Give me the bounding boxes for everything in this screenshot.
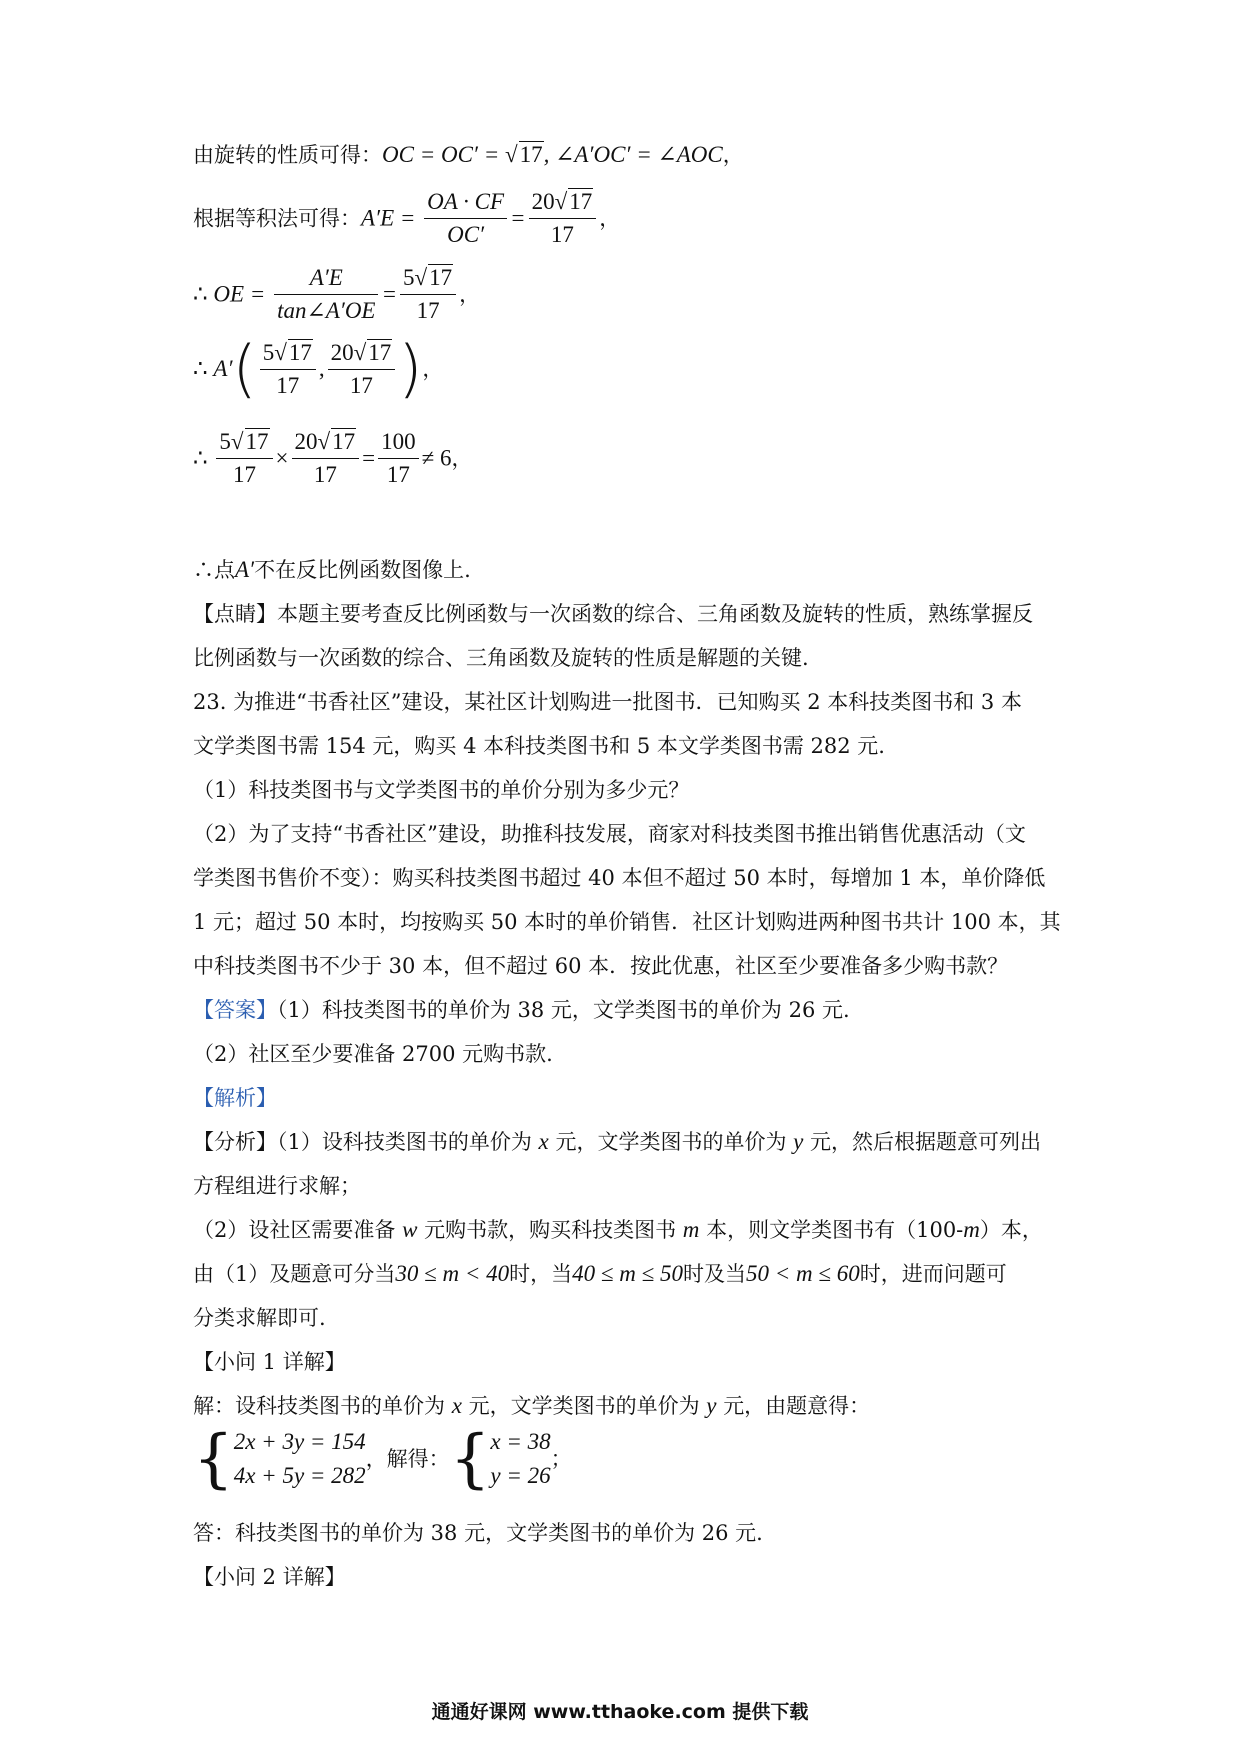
rotation-property-line: 由旋转的性质可得：OC = OC′ = √17, ∠A′OC′ = ∠AOC， (193, 140, 744, 170)
formula: A′E = (361, 205, 422, 231)
fraction: $\frac{20√17}{17}$ (328, 339, 396, 400)
equal-area-line: 根据等积法可得：A′E = $\frac{OA \cdot CF}{OC'}$ = $\frac{20√17}{17}$ ， (193, 189, 621, 247)
analysis-line-1: 【分析】（1）设科技类图书的单价为 x 元，文学类图书的单价为 y 元，然后根据题意可列出 (193, 1129, 1042, 1154)
fraction: $\frac{A'E}{\tan\angle A'OE}$ (274, 264, 378, 325)
dianjing-line-1: 【点睛】本题主要考查反比例函数与一次函数的综合、三角函数及旋转的性质，熟练掌握反 (193, 602, 1033, 626)
fraction: $\frac{20√17}{17}$ (529, 188, 597, 249)
solution-line-1: 解：设科技类图书的单价为 x 元，文学类图书的单价为 y 元，由题意得： (193, 1393, 871, 1418)
answer-tag: 【答案】 (193, 998, 277, 1022)
answer-line-1 (193, 995, 850, 1025)
analysis-line-2: 方程组进行求解； (193, 1174, 361, 1198)
conclusion-line (193, 555, 471, 585)
text: 由旋转的性质可得： (193, 143, 382, 167)
sqrt-17: √17 (504, 142, 543, 167)
formula: A′ (235, 557, 255, 582)
fraction: $\frac{20√17}{17}$ (292, 428, 360, 489)
question-23-line-3: （1）科技类图书与文学类图书的单价分别为多少元？ (193, 778, 690, 802)
question-23-line-2: 文学类图书需 154 元，购买 4 本科技类图书和 5 本文学类图书需 282 元. (193, 734, 885, 758)
equation-system: 2x + 3y = 154 4x + 5y = 282 (233, 1429, 366, 1488)
fraction: $\frac{100}{17}$ (378, 428, 419, 489)
answer-statement: 答：科技类图书的单价为 38 元，文学类图书的单价为 26 元. (193, 1521, 763, 1545)
text: （1）科技类图书的单价为 38 元，文学类图书的单价为 26 元. (277, 998, 850, 1022)
question-23-line-1: 23. 为推进“书香社区”建设，某社区计划购进一批图书．已知购买 2 本科技类图书和 3 本 (193, 690, 1022, 714)
fraction: $\frac{5√17}{17}$ (216, 428, 272, 489)
question-23-line-5: 学类图书售价不变）：购买科技类图书超过 40 本但不超过 50 本时，每增加 1 本，单价降低 (193, 866, 1046, 890)
analysis-line-4: 由（1）及题意可分当30 ≤ m < 40时，当40 ≤ m ≤ 50时及当50 < m ≤ 60时，进而问题可 (193, 1261, 1007, 1286)
oe-line: ∴ OE = $\frac{A'E}{\tan\angle A'OE}$ = $\frac{5√17}{17}$ ， (193, 265, 481, 323)
fraction: $\frac{5√17}{17}$ (400, 264, 456, 325)
formula: , ∠A′OC′ = ∠AOC (543, 142, 723, 167)
question-23-line-6: 1 元；超过 50 本时，均按购买 50 本时的单价销售．社区计划购进两种图书共计 100 本，其 (193, 910, 1061, 934)
fraction: $\frac{5√17}{17}$ (260, 339, 316, 400)
sub-question-2-heading: 【小问 2 详解】 (193, 1565, 346, 1589)
product-check-line: ∴ $\frac{5√17}{17}$ × $\frac{20√17}{17}$ = $\frac{100}{17}$ ≠ 6， (193, 429, 473, 487)
solution-system: x = 38 y = 26 (490, 1429, 551, 1488)
jiexi-tag: 【解析】 (193, 1086, 277, 1110)
fraction: $\frac{OA \cdot CF}{OC'}$ (424, 188, 507, 249)
a-prime-coordinate-line: ∴ A′( $\frac{5√17}{17}$ , $\frac{20√17}{17}$ )， (193, 332, 444, 405)
page-footer: 通通好课网 www.tthaoke.com 提供下载 (431, 1701, 809, 1723)
text: ∴点 (193, 558, 235, 582)
text: 根据等积法可得： (193, 206, 361, 231)
question-23-line-4: （2）为了支持“书香社区”建设，助推科技发展，商家对科技类图书推出销售优惠活动（文 (193, 822, 1026, 846)
text: 不在反比例函数图像上. (254, 558, 471, 582)
analysis-line-5: 分类求解即可. (193, 1306, 326, 1330)
sub-question-1-heading: 【小问 1 详解】 (193, 1350, 346, 1374)
question-23-line-7: 中科技类图书不少于 30 本，但不超过 60 本．按此优惠，社区至少要准备多少购书款？ (193, 954, 1009, 978)
analysis-line-3: （2）设社区需要准备 w 元购书款，购买科技类图书 m 本，则文学类图书有（100-m）本， (193, 1217, 1043, 1242)
equation-system-line: { 2x + 3y = 154 4x + 5y = 282 ，解得：{ x = 38 y = 26 ； (193, 1422, 572, 1496)
dianjing-line-2: 比例函数与一次函数的综合、三角函数及旋转的性质是解题的关键. (193, 646, 809, 670)
formula: OC = OC′ = (382, 142, 505, 167)
answer-line-2: （2）社区至少要准备 2700 元购书款. (193, 1042, 553, 1066)
